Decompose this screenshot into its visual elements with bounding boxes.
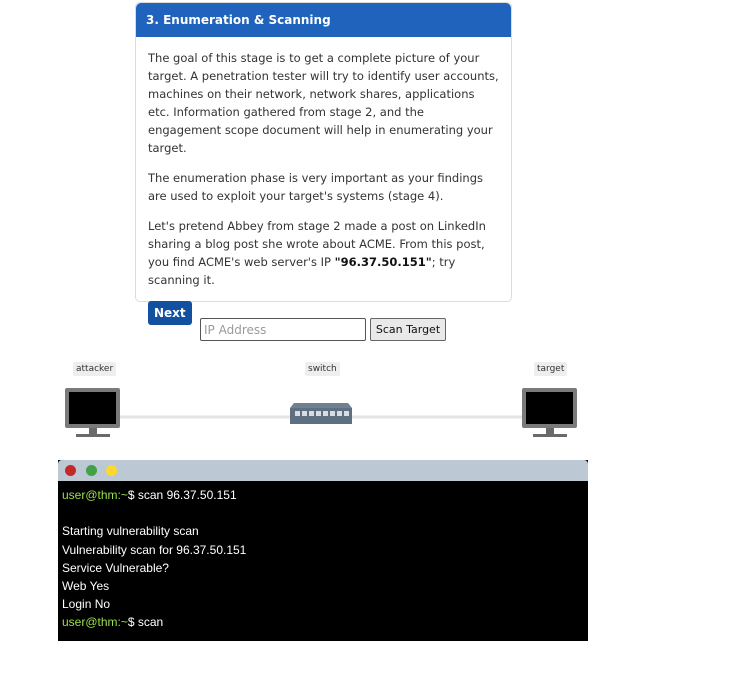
terminal-blank-line bbox=[62, 504, 584, 522]
terminal-output-line: Starting vulnerability scan bbox=[62, 524, 199, 539]
paragraph-3-end: ; try scanning it. bbox=[148, 255, 456, 287]
prompt-path: :~ bbox=[117, 488, 128, 502]
prompt-command: $ scan bbox=[127, 615, 164, 630]
target-label: target bbox=[534, 362, 567, 376]
terminal-prompt-line bbox=[62, 613, 584, 631]
attacker-label: attacker bbox=[73, 362, 116, 376]
terminal-title-bar bbox=[58, 460, 588, 481]
network-diagram bbox=[0, 380, 754, 442]
next-button[interactable]: Next bbox=[148, 301, 192, 325]
monitor-icon[interactable] bbox=[65, 388, 120, 437]
terminal-output-line: Web Yes bbox=[62, 578, 110, 593]
close-dot-icon[interactable] bbox=[65, 465, 76, 476]
terminal-output-line: Login No bbox=[62, 597, 111, 612]
terminal-output-line: Vulnerability scan for 96.37.50.151 bbox=[62, 542, 247, 557]
prompt-command: $ scan 96.37.50.151 bbox=[127, 488, 237, 502]
prompt-user: user@thm bbox=[62, 488, 118, 502]
switch-icon[interactable] bbox=[290, 403, 352, 424]
target-ip-text: "96.37.50.151" bbox=[334, 255, 432, 269]
terminal-prompt-line bbox=[62, 486, 584, 504]
terminal-window[interactable] bbox=[58, 460, 588, 641]
card-paragraph-1: The goal of this stage is to get a complete picture of your target. A penetration tester will try to identify user accounts, machines on their network, network shares, applications etc. Information gathered from stage 2, and the engagement scope document will help in enumerating your target. bbox=[148, 51, 499, 155]
monitor-icon[interactable] bbox=[522, 388, 577, 437]
paragraph-3-text: Let's pretend Abbey from stage 2 made a post on LinkedIn sharing a blog post she wrote about ACME. From this post, you find ACME's web server's IP bbox=[148, 219, 486, 269]
prompt-user: user@thm bbox=[62, 615, 118, 630]
maximize-dot-icon[interactable] bbox=[106, 465, 117, 476]
terminal-output-line: Service Vulnerable? bbox=[62, 560, 169, 575]
card-title: 3. Enumeration & Scanning bbox=[136, 3, 511, 37]
card-paragraph-2: The enumeration phase is very important as your findings are used to exploit your target's systems (stage 4). bbox=[148, 171, 483, 203]
prompt-path: :~ bbox=[117, 615, 128, 630]
instruction-card bbox=[135, 2, 512, 320]
ip-address-input[interactable] bbox=[200, 318, 366, 341]
terminal-output bbox=[58, 481, 588, 637]
card-body bbox=[136, 37, 511, 325]
switch-label: switch bbox=[305, 362, 340, 376]
minimize-dot-icon[interactable] bbox=[86, 465, 97, 476]
scan-target-button[interactable]: Scan Target bbox=[370, 318, 446, 341]
card-paragraph-3 bbox=[148, 217, 499, 289]
